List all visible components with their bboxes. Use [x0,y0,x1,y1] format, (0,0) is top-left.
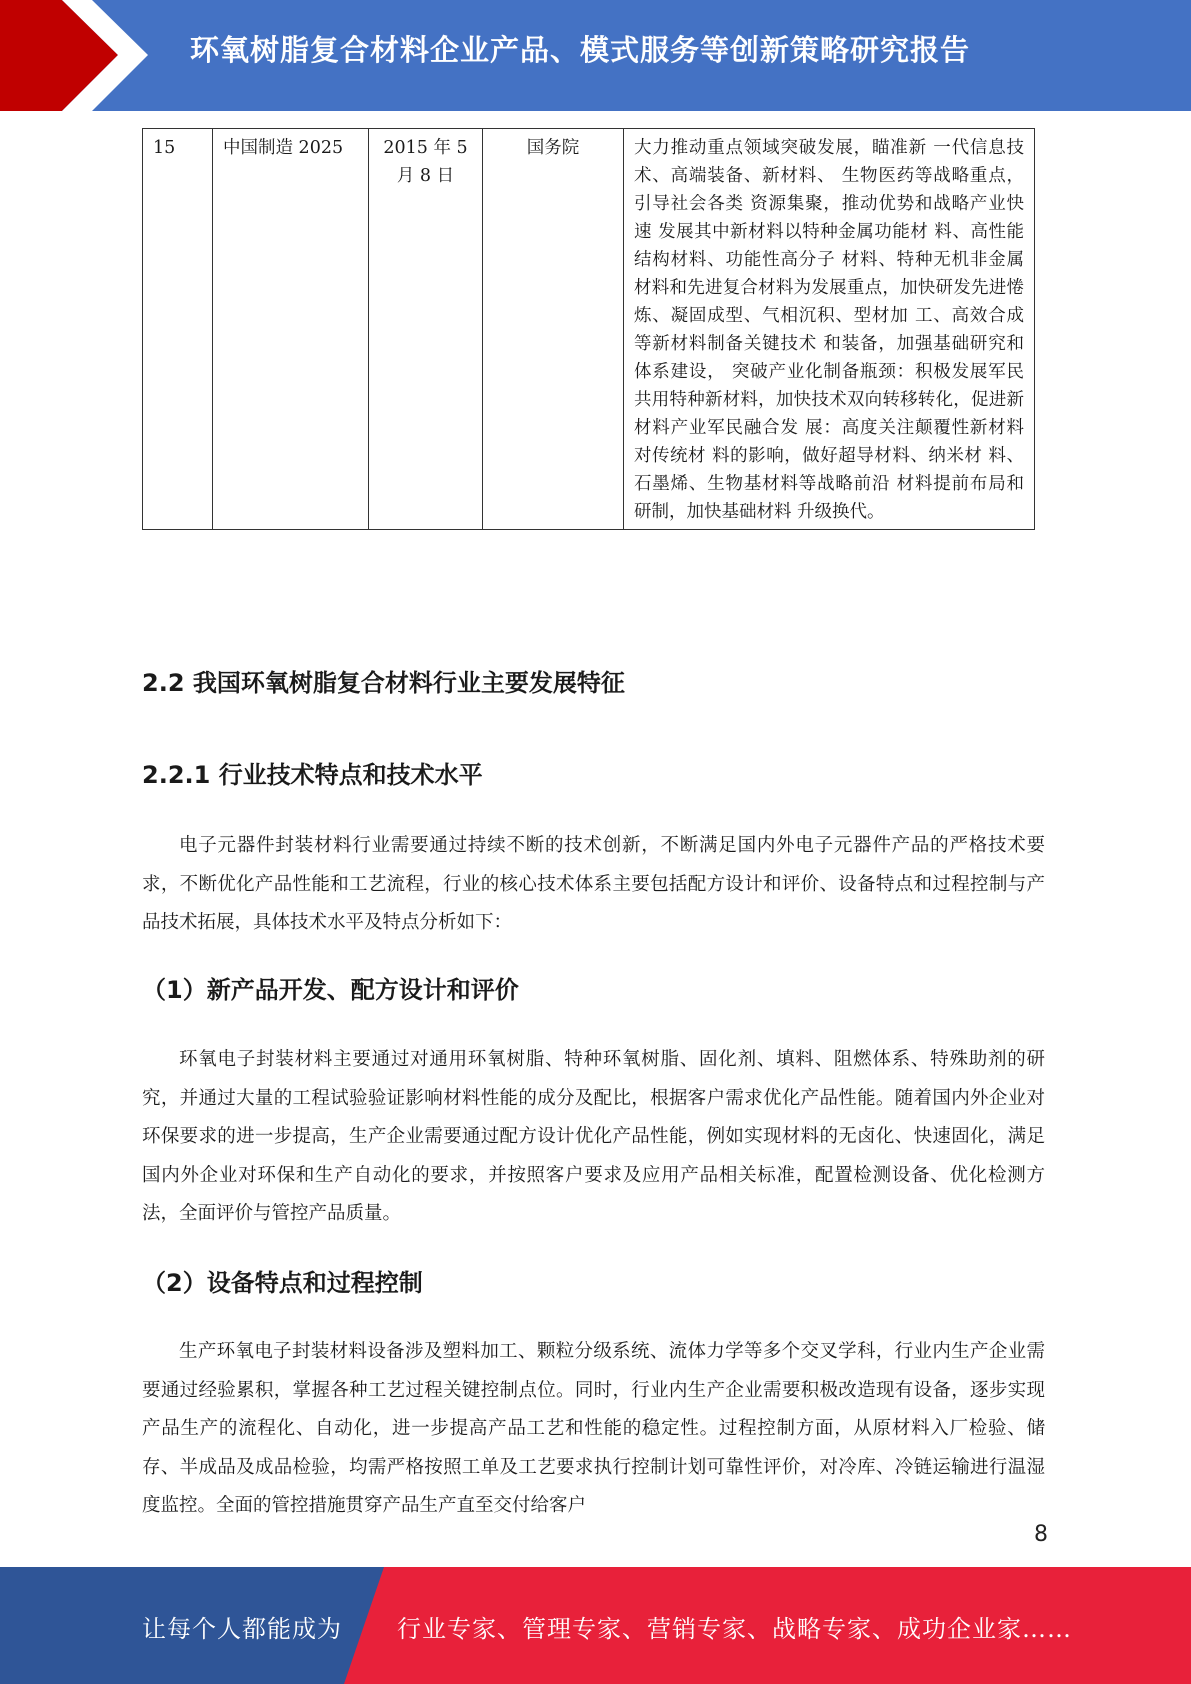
page-header [0,0,1191,111]
report-title: 环氧树脂复合材料企业产品、模式服务等创新策略研究报告 [190,33,971,67]
paragraph-formulation: 环氧电子封装材料主要通过对通用环氧树脂、特种环氧树脂、固化剂、填料、阻燃体系、特殊助剂的研究，并通过大量的工程试验验证影响材料性能的成分及配比，根据客户需求优化产品性能。随着国内外企业对环保要求的进一步提高，生产企业需要通过配方设计优化产品性能，例如实现材料的无卤化、快速固化，满足国内外企业对环保和生产自动化的要求，并按照客户要求及应用产品相关标准，配置检测设备、优化检测方法，全面评价与管控产品质量。 [142,1049,1045,1224]
cell-description: 大力推动重点领域突破发展，瞄准新 一代信息技术、高端装备、新材料、 生物医药等战略重点，引导社会各类 资源集聚，推动优势和战略产业快速 发展其中新材料以特种金属功能材 料、高性能结构材料、功能性高分子 材料、特种无机非金属材料和先进复合材料为发展重点，加快研发先进惓 炼、凝固成型、气相沉积、型材加 工、高效合成等新材料制备关键技术 和装备，加强基础研究和体系建设， 突破产业化制备瓶颈：积极发展军民 共用特种新材料，加快技术双向转移转化，促进新材料产业军民融合发 展：高度关注颠覆性新材料对传统材 料的影响，做好超导材料、纳米材 料、石墨烯、生物基材料等战略前沿 材料提前布局和研制，加快基础材料 升级换代。 [624,129,1035,530]
page-footer [0,1567,1191,1684]
cell-issuer: 国务院 [483,129,624,530]
section-heading-2-2-1: 2.2.1 行业技术特点和技术水平 [142,761,483,789]
footer-slogan-right: 行业专家、管理专家、营销专家、战略专家、成功企业家…… [397,1615,1072,1643]
subsection-heading-2: （2）设备特点和过程控制 [142,1269,423,1297]
subsection-heading-1: （1）新产品开发、配方设计和评价 [142,976,519,1004]
paragraph-process-control: 生产环氧电子封装材料设备涉及塑料加工、颗粒分级系统、流体力学等多个交叉学科，行业内生产企业需要通过经验累积，掌握各种工艺过程关键控制点位。同时，行业内生产企业需要积极改造现有设备，逐步实现产品生产的流程化、自动化，进一步提高产品工艺和性能的稳定性。过程控制方面，从原材料入厂检验、储存、半成品及成品检验，均需严格按照工单及工艺要求执行控制计划可靠性评价，对冷库、冷链运输进行温湿度监控。全面的管控措施贯穿产品生产直至交付给客户 [142,1341,1045,1516]
footer-slogan-left: 让每个人都能成为 [142,1615,342,1643]
cell-number: 15 [143,129,213,530]
cell-issue-date: 2015 年 5 月 8 日 [369,129,483,530]
page-number: 8 [1034,1522,1048,1547]
table-row [143,129,1035,530]
paragraph-intro: 电子元器件封装材料行业需要通过持续不断的技术创新，不断满足国内外电子元器件产品的严格技术要求，不断优化产品性能和工艺流程，行业的核心技术体系主要包括配方设计和评价、设备特点和过程控制与产品技术拓展，具体技术水平及特点分析如下： [142,835,1045,933]
cell-policy-name: 中国制造 2025 [213,129,369,530]
policy-table [142,128,1035,530]
section-heading-2-2: 2.2 我国环氧树脂复合材料行业主要发展特征 [142,669,625,697]
